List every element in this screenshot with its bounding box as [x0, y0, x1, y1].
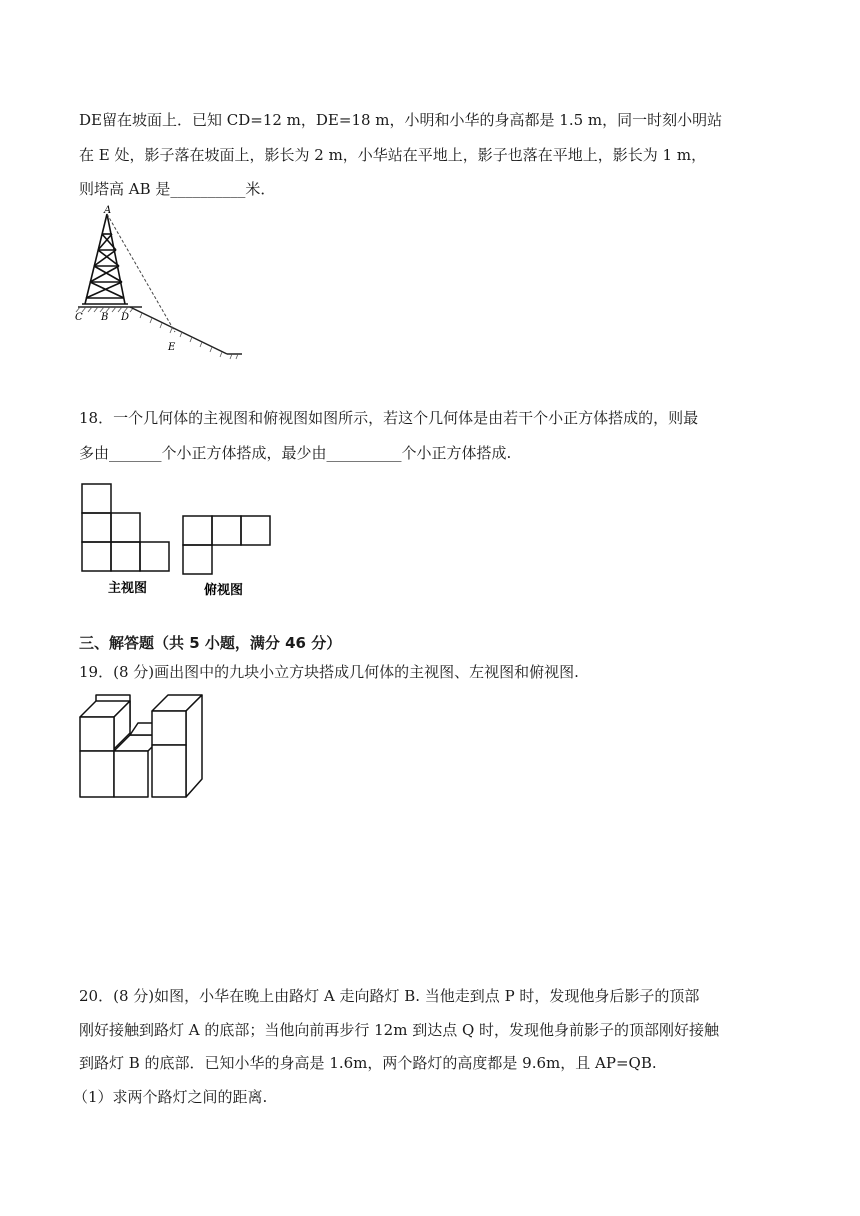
tower-slope-figure [72, 204, 252, 369]
q20-sub-1: （1）求两个路灯之间的距离. [73, 1088, 268, 1106]
q17-line-3: 则塔高 AB 是__________米． [79, 180, 276, 198]
label-b: B [101, 312, 109, 323]
q18-line-1: 18．一个几何体的主视图和俯视图如图所示，若这个几何体是由若干个小正方体搭成的，则最 [79, 409, 699, 427]
top-view-grid [183, 516, 270, 574]
q17-line-2: 在 E 处，影子落在坡面上，影长为 2 m，小华站在平地上，影子也落在平地上，影长为 1 m， [79, 146, 707, 164]
front-view-caption: 主视图 [108, 581, 148, 596]
q19-text: 19．(8 分)画出图中的九块小立方块搭成几何体的主视图、左视图和俯视图. [79, 663, 579, 681]
q18-views-figure [80, 482, 280, 598]
label-d: D [121, 312, 130, 323]
label-c: C [75, 312, 83, 323]
q20-line-3: 到路灯 B 的底部．已知小华的身高是 1.6m，两个路灯的高度都是 9.6m，且 AP=QB. [79, 1054, 657, 1072]
section-3-heading: 三、解答题（共 5 小题，满分 46 分） [79, 634, 342, 652]
q19-cubes-figure [78, 693, 208, 801]
front-view-grid [82, 484, 169, 571]
q20-line-2: 刚好接触到路灯 A 的底部；当他向前再步行 12m 到达点 Q 时，发现他身前影子的顶部刚好接触 [79, 1021, 720, 1039]
label-a: A [104, 205, 112, 216]
label-e: E [168, 342, 176, 353]
top-view-caption: 俯视图 [204, 583, 244, 598]
q17-line-1: DE留在坡面上．已知 CD=12 m，DE=18 m，小明和小华的身高都是 1.5 m，同一时刻小明站 [79, 111, 723, 129]
q18-line-2: 多由_______个小正方体搭成，最少由__________个小正方体搭成. [79, 444, 512, 462]
q20-line-1: 20．(8 分)如图，小华在晚上由路灯 A 走向路灯 B. 当他走到点 P 时，发现他身后影子的顶部 [79, 987, 700, 1005]
